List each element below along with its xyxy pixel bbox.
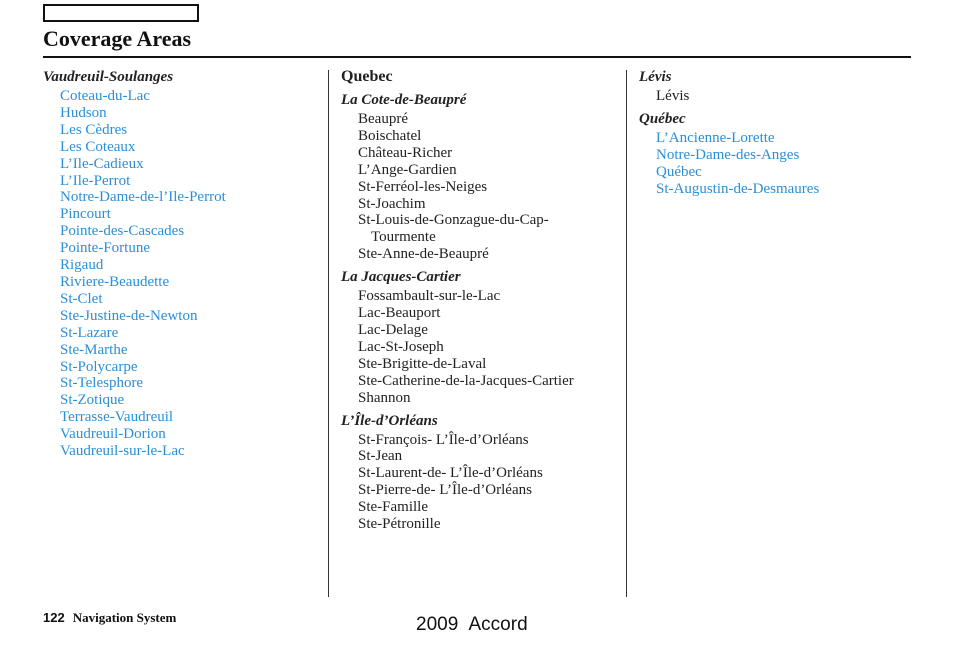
area-link[interactable]: Ste-Marthe [60,341,128,358]
area-item: St-Jean [358,448,403,465]
area-group [639,68,909,105]
area-item: Fossambault-sur-le-Lac [358,288,501,305]
area-link[interactable]: Pointe-Fortune [60,240,150,257]
area-item: Beaupré [358,111,408,127]
area-item: Ste-Catherine-de-la-Jacques-Cartier [358,372,574,389]
page-number: 122 [43,610,65,625]
group-heading: La Jacques-Cartier [341,269,461,286]
area-link[interactable]: Les Coteaux [60,138,136,155]
area-item: Lac-Delage [358,321,428,338]
page-footer [43,610,176,626]
area-link[interactable]: St-Lazare [60,324,119,341]
area-group [341,91,621,263]
group-items [43,88,323,460]
model-label: 2009 Accord [416,614,528,635]
group-items [639,130,909,198]
group-heading: Vaudreuil-Soulanges [43,69,174,85]
area-link[interactable]: Vaudreuil-Dorion [60,426,166,443]
area-item: Lac-St-Joseph [358,338,444,355]
column-1 [43,68,323,465]
area-link[interactable]: Riviere-Beaudette [60,273,170,290]
area-item: St-Ferréol-les-Neiges [358,178,488,195]
area-link[interactable]: Les Cèdres [60,121,128,138]
group-heading: La Cote-de-Beaupré [341,92,467,108]
area-item: Tourmente [371,229,436,246]
section-name: Navigation System [72,610,177,625]
area-group [341,412,621,533]
title-rule [43,56,911,58]
area-link[interactable]: St-Zotique [60,392,125,409]
area-item: Lac-Beauport [358,305,441,322]
region-heading: Quebec [341,68,393,85]
area-item: Ste-Anne-de-Beaupré [358,246,489,263]
area-link[interactable]: Pointe-des-Cascades [60,223,185,240]
area-link[interactable]: Ste-Justine-de-Newton [60,307,198,324]
column-divider [328,70,329,597]
area-item: Château-Richer [358,144,453,161]
area-link[interactable]: Terrasse-Vaudreuil [60,409,174,426]
group-items [341,288,621,406]
area-link[interactable]: Coteau-du-Lac [60,88,150,104]
area-item: St-Louis-de-Gonzague-du-Cap- [358,212,549,229]
area-link[interactable]: Rigaud [60,257,104,274]
area-link[interactable]: St-Polycarpe [60,358,138,375]
area-link[interactable]: L’Ile-Cadieux [60,155,144,172]
area-group [43,68,323,460]
area-item: Ste-Famille [358,499,428,516]
area-link[interactable]: Notre-Dame-de-l’Ile-Perrot [60,189,226,206]
area-link[interactable]: St-Augustin-de-Desmaures [656,180,820,197]
header-tab-box [43,4,199,22]
group-heading: Lévis [639,69,672,85]
area-group [341,268,621,406]
area-item: Shannon [358,389,411,406]
area-link[interactable]: Pincourt [60,206,111,223]
area-link[interactable]: Hudson [60,104,107,121]
area-link[interactable]: L’Ancienne-Lorette [656,129,775,146]
area-link[interactable]: Notre-Dame-des-Anges [656,146,800,163]
group-heading: L’Île-d’Orléans [341,412,438,429]
area-item: Lévis [656,88,690,104]
page-title: Coverage Areas [43,26,192,51]
area-link[interactable]: St-Telesphore [60,375,144,392]
group-items [341,111,621,263]
area-item: St-François- L’Île-d’Orléans [358,431,529,448]
area-link[interactable]: L’Ile-Perrot [60,172,131,189]
area-item: Ste-Pétronille [358,516,441,533]
group-items [341,432,621,533]
area-item: L’Ange-Gardien [358,161,457,178]
area-link[interactable]: Vaudreuil-sur-le-Lac [60,443,185,460]
area-item: Boischatel [358,127,422,144]
area-link[interactable]: Québec [656,163,702,180]
area-item: St-Joachim [358,195,426,212]
group-heading: Québec [639,110,686,127]
column-2 [341,68,621,538]
area-link[interactable]: St-Clet [60,290,103,307]
area-item: Ste-Brigitte-de-Laval [358,355,487,372]
area-group [639,110,909,198]
column-divider [626,70,627,597]
area-item: St-Pierre-de- L’Île-d’Orléans [358,482,532,499]
column-3 [639,68,909,203]
area-item: St-Laurent-de- L’Île-d’Orléans [358,465,543,482]
group-items [639,88,909,105]
